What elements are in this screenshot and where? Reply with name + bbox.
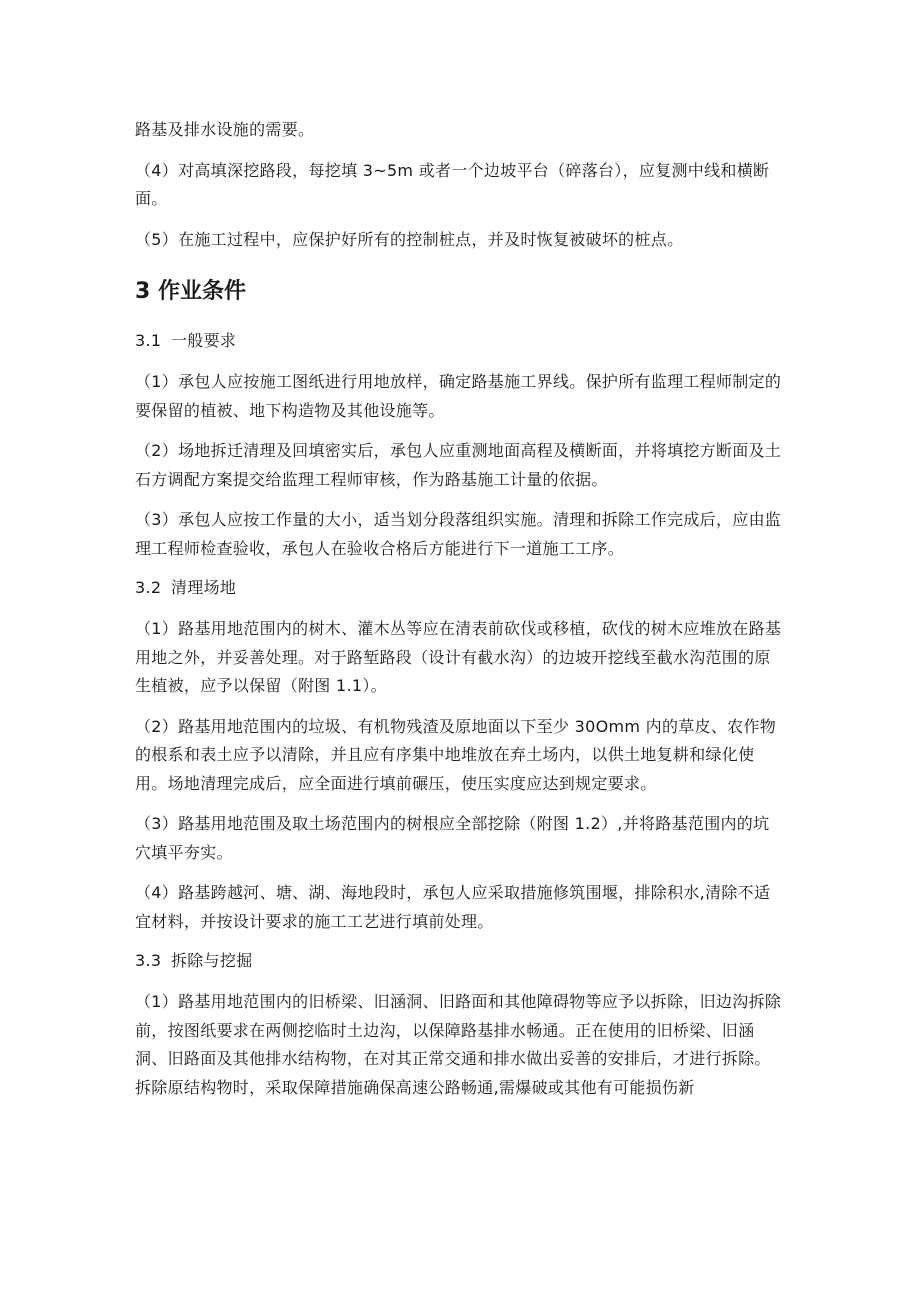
subsection-title: 拆除与挖掘 xyxy=(171,951,253,970)
paragraph-3-1-3: （3）承包人应按工作量的大小，适当划分段落组织实施。清理和拆除工作完成后，应由监理工程师检查验收，承包人在验收合格后方能进行下一道施工工序。 xyxy=(135,510,782,558)
paragraph-continuation: 路基及排水设施的需要。 xyxy=(135,120,315,139)
subsection-heading-3-2 xyxy=(135,575,785,601)
paragraph-3-3-1: （1）路基用地范围内的旧桥梁、旧涵洞、旧路面和其他障碍物等应予以拆除，旧边沟拆除前，按图纸要求在两侧挖临时土边沟，以保障路基排水畅通。正在使用的旧桥梁、旧涵洞、旧路面及其他排水结构物，在对其正常交通和排水做出妥善的安排后，才进行拆除。拆除原结构物时，采取保障措施确保高速公路畅通,需爆破或其他有可能损伤新 xyxy=(135,992,782,1097)
subsection-title: 清理场地 xyxy=(171,578,237,597)
paragraph-3-1-1: （1）承包人应按施工图纸进行用地放样，确定路基施工界线。保护所有监理工程师制定的要保留的植被、地下构造物及其他设施等。 xyxy=(135,372,782,420)
paragraph-3-2-3: （3）路基用地范围及取土场范围内的树根应全部挖除（附图 1.2）,并将路基范围内的坑穴填平夯实。 xyxy=(135,814,770,862)
paragraph-item-5: （5）在施工过程中，应保护好所有的控制桩点，并及时恢复被破坏的桩点。 xyxy=(135,229,684,249)
subsection-heading-3-3 xyxy=(135,948,785,974)
subsection-number: 3.3 xyxy=(135,951,162,970)
subsection-number: 3.1 xyxy=(135,331,162,350)
paragraph-3-2-1: （1）路基用地范围内的树木、灌木丛等应在清表前砍伐或移植，砍伐的树木应堆放在路基用地之外，并妥善处理。对于路堑路段（设计有截水沟）的边坡开挖线至截水沟范围的原生植被，应予以保留（附图 1.1）。 xyxy=(135,619,782,695)
subsection-title: 一般要求 xyxy=(171,331,237,350)
paragraph-3-2-4: （4）路基跨越河、塘、湖、海地段时，承包人应采取措施修筑围堰，排除积水,清除不适宜材料，并按设计要求的施工工艺进行填前处理。 xyxy=(135,883,771,931)
paragraph-item-4: （4）对高填深挖路段，每挖填 3~5m 或者一个边坡平台（碎落台），应复测中线和横断面。 xyxy=(135,160,770,208)
subsection-heading-3-1 xyxy=(135,328,785,354)
section-heading-3: 3 作业条件 xyxy=(135,279,246,304)
paragraph-3-2-2: （2）路基用地范围内的垃圾、有机物残渣及原地面以下至少 30Omm 内的草皮、农作物的根系和表土应予以清除，并且应有序集中地堆放在弃土场内，以供土地复耕和绿化使用。场地清理完成后，应全面进行填前碾压，使压实度应达到规定要求。 xyxy=(135,716,777,793)
document-body xyxy=(135,116,785,1114)
subsection-number: 3.2 xyxy=(135,578,162,597)
paragraph-3-1-2: （2）场地拆迁清理及回填密实后，承包人应重测地面高程及横断面，并将填挖方断面及土石方调配方案提交给监理工程师审核，作为路基施工计量的依据。 xyxy=(135,441,782,489)
